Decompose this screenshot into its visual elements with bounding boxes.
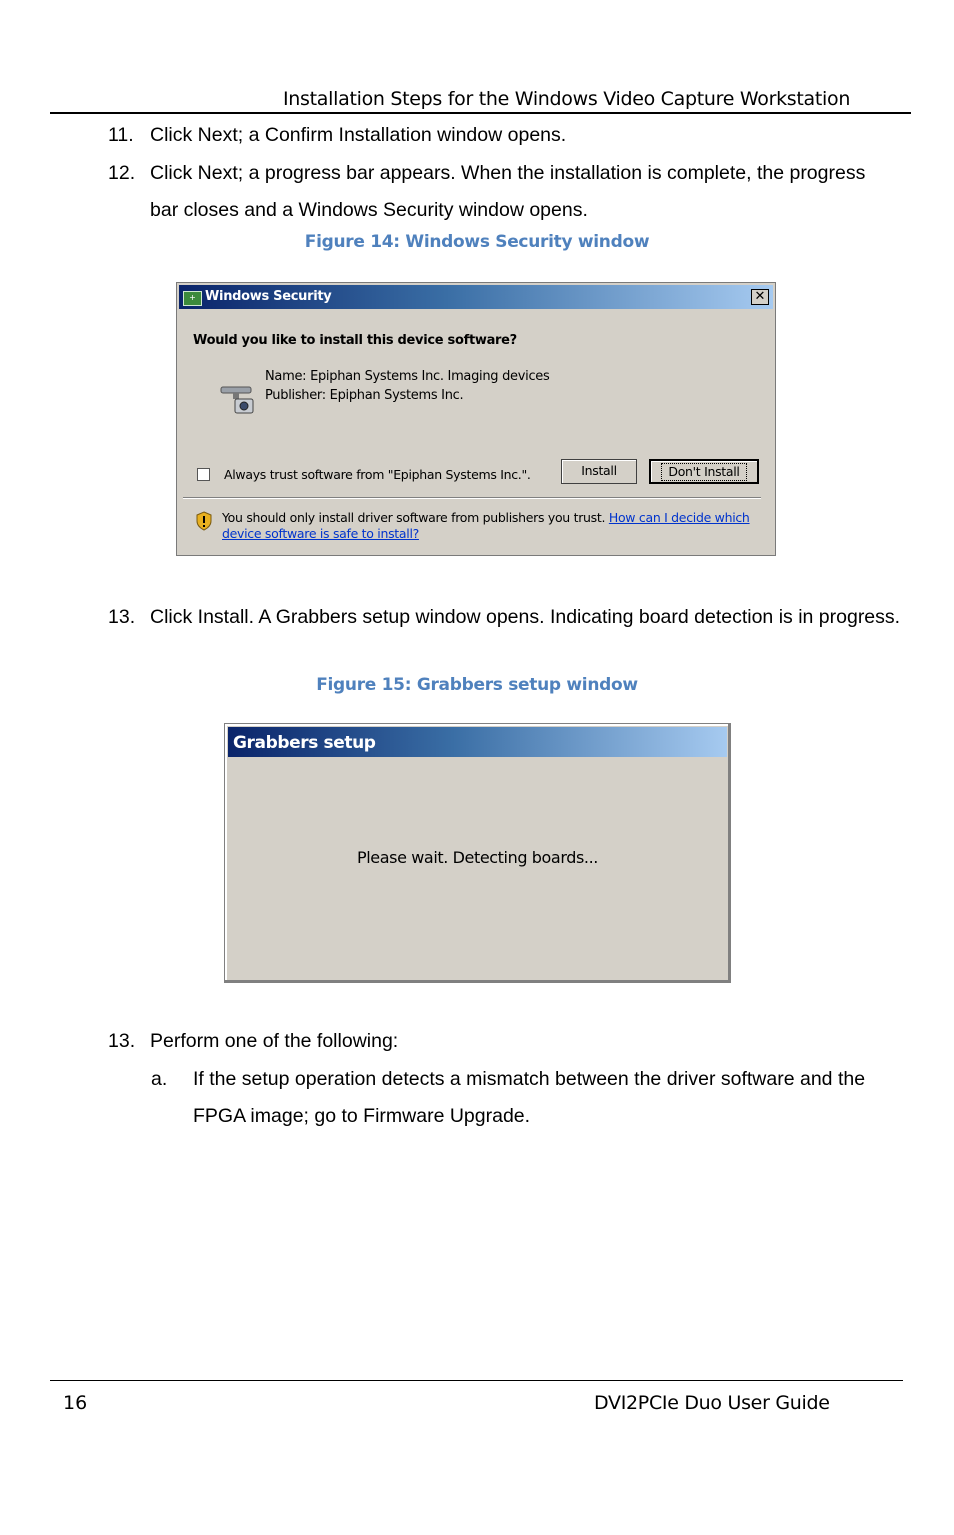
step-number: 13. — [108, 1030, 136, 1052]
dialog-separator — [183, 497, 761, 499]
guide-title: DVI2PCIe Duo User Guide — [594, 1392, 830, 1414]
windows-security-title: Windows Security — [205, 289, 332, 304]
substep-letter: a. — [151, 1068, 168, 1090]
detecting-boards-message: Please wait. Detecting boards... — [357, 848, 598, 867]
step-number: 12. — [108, 162, 136, 184]
help-link[interactable]: How can I decide which device software is safe to install? — [222, 510, 750, 541]
grabbers-setup-window — [224, 723, 731, 983]
figure-15-caption: Figure 15: Grabbers setup window — [316, 675, 638, 695]
step-text: Click Install. A Grabbers setup window opens. Indicating board detection is in progress. — [150, 606, 901, 628]
figure-14-caption: Figure 14: Windows Security window — [304, 232, 650, 252]
dont-install-button[interactable] — [649, 459, 759, 484]
page-number: 16 — [63, 1392, 88, 1414]
windows-security-title-bar — [179, 285, 773, 309]
step-number: 13. — [108, 606, 136, 628]
step-text: Click Next; a Confirm Installation window opens. — [150, 124, 567, 146]
page-header-title: Installation Steps for the Windows Video Capture Workstation — [283, 88, 851, 110]
windows-security-dialog — [176, 282, 776, 556]
warning-text: You should only install driver software from publishers you trust. — [222, 510, 606, 525]
step-number: 11. — [108, 124, 134, 146]
shield-window-icon: + — [183, 291, 202, 306]
always-trust-checkbox[interactable] — [197, 468, 210, 481]
grabbers-setup-title: Grabbers setup — [233, 733, 376, 753]
header-rule — [50, 112, 911, 114]
install-button[interactable]: Install — [561, 459, 637, 484]
install-question: Would you like to install this device software? — [193, 333, 517, 348]
substep-text: If the setup operation detects a mismatch between the driver software and the FPGA image; go to Firmware Upgrade. — [193, 1068, 866, 1127]
dont-install-label: Don't Install — [661, 463, 746, 481]
always-trust-label: Always trust software from "Epiphan Systems Inc.". — [224, 467, 531, 482]
footer-rule — [50, 1380, 903, 1381]
warning-message — [222, 510, 762, 542]
camera-device-icon — [219, 381, 255, 415]
step-text: Perform one of the following: — [150, 1030, 399, 1052]
device-publisher: Publisher: Epiphan Systems Inc. — [265, 388, 464, 403]
close-button[interactable]: ✕ — [751, 289, 769, 305]
step-text: Click Next; a progress bar appears. When the installation is complete, the progress bar closes and a Windows Security window opens. — [150, 162, 866, 221]
grabbers-setup-title-bar — [228, 727, 727, 757]
shield-warning-icon — [195, 511, 213, 531]
device-name: Name: Epiphan Systems Inc. Imaging devices — [265, 369, 550, 384]
